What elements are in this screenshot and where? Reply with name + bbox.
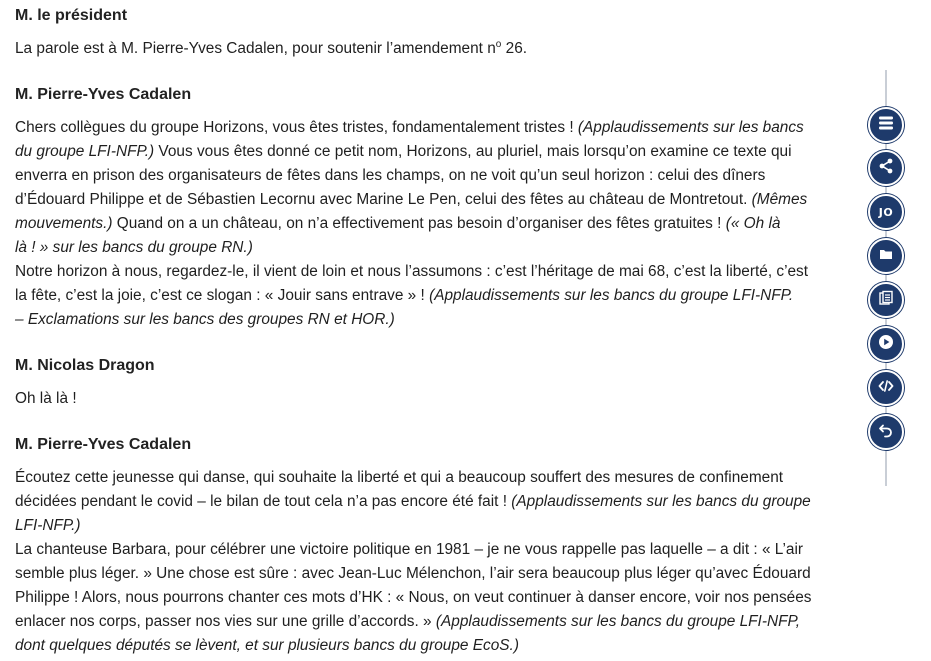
speech-line bbox=[15, 634, 830, 658]
speech-line bbox=[15, 236, 830, 260]
speech-line bbox=[15, 37, 830, 61]
speech-text: enlacer nos corps, passer nos vies sur une grille d’accords. » bbox=[15, 613, 436, 630]
document-button[interactable] bbox=[868, 282, 904, 318]
stage-direction: (Applaudissements sur les bancs du groupe LFI-NFP. bbox=[429, 287, 794, 304]
speech-line bbox=[15, 490, 830, 514]
folder-button[interactable] bbox=[868, 238, 904, 274]
undo-button[interactable] bbox=[868, 414, 904, 450]
speaker-name: M. le président bbox=[15, 7, 128, 24]
speech-text: Chers collègues du groupe Horizons, vous êtes tristes, fondamentalement tristes ! bbox=[15, 119, 578, 136]
undo-icon bbox=[877, 421, 895, 444]
stage-direction: du groupe LFI-NFP.) bbox=[15, 143, 155, 160]
spacer bbox=[15, 28, 830, 37]
transcript bbox=[15, 0, 830, 658]
jo-button[interactable] bbox=[868, 194, 904, 230]
spacer bbox=[15, 411, 830, 430]
share-icon bbox=[877, 157, 895, 180]
spacer bbox=[15, 332, 830, 351]
speech-line bbox=[15, 284, 830, 308]
speech-line bbox=[15, 466, 830, 490]
stage-direction: (« Oh là bbox=[725, 215, 781, 232]
menu-icon bbox=[877, 114, 895, 137]
stage-direction: là ! » sur les bancs du groupe RN.) bbox=[15, 239, 253, 256]
spacer bbox=[15, 61, 830, 80]
speech-text: d’Édouard Philippe et de Sébastien Lecornu avec Marine Le Pen, celui des fêtes au château de Montretout. bbox=[15, 191, 752, 208]
speech-line bbox=[15, 387, 830, 411]
folder-icon bbox=[877, 245, 895, 268]
speech-text: enverra en prison des organisateurs de fêtes dans les champs, on ne voit qu’un seul horizon : celui des dîners bbox=[15, 167, 766, 184]
document-icon bbox=[877, 289, 895, 312]
jo-label: JO bbox=[878, 205, 894, 219]
speech-line bbox=[15, 586, 830, 610]
speech-line bbox=[15, 610, 830, 634]
spacer bbox=[15, 0, 830, 1]
spacer bbox=[15, 107, 830, 116]
stage-direction: mouvements.) bbox=[15, 215, 113, 232]
play-button[interactable] bbox=[868, 326, 904, 362]
speech-line bbox=[15, 164, 830, 188]
code-icon bbox=[877, 377, 895, 400]
play-icon bbox=[877, 333, 895, 356]
speech-line bbox=[15, 116, 830, 140]
speech-line bbox=[15, 514, 830, 538]
stage-direction: LFI-NFP.) bbox=[15, 517, 81, 534]
stage-direction: – Exclamations sur les bancs des groupes RN et HOR.) bbox=[15, 311, 395, 328]
speaker-name: M. Pierre-Yves Cadalen bbox=[15, 86, 192, 103]
speech-line bbox=[15, 212, 830, 236]
speaker-name: M. Nicolas Dragon bbox=[15, 357, 155, 374]
share-button[interactable] bbox=[868, 150, 904, 186]
speech-text: La parole est à M. Pierre-Yves Cadalen, pour soutenir l’amendement n bbox=[15, 40, 496, 57]
stage-direction: dont quelques députés se lèvent, et sur plusieurs bancs du groupe EcoS.) bbox=[15, 637, 519, 654]
speech-text: Écoutez cette jeunesse qui danse, qui souhaite la liberté et qui a beaucoup souffert des mesures de confinement bbox=[15, 469, 784, 486]
speech-text: décidées pendant le covid – le bilan de tout cela n’a pas encore été fait ! bbox=[15, 493, 512, 510]
speech-line bbox=[15, 308, 830, 332]
speech-line bbox=[15, 260, 830, 284]
menu-button[interactable] bbox=[868, 107, 904, 143]
speech-text: Notre horizon à nous, regardez-le, il vient de loin et nous l’assumons : c’est l’héritage de mai 68, c’est la liberté, c’est bbox=[15, 263, 809, 280]
speech-line bbox=[15, 538, 830, 562]
stage-direction: (Mêmes bbox=[751, 191, 808, 208]
speech-text: Philippe ! Alors, nous pourrons chanter ces mots d’HK : « Nous, on veut continuer à danser encore, voir nos pensées bbox=[15, 589, 812, 606]
speech-text: 26. bbox=[501, 40, 528, 57]
stage-direction: (Applaudissements sur les bancs du groupe LFI-NFP, bbox=[435, 613, 801, 630]
spacer bbox=[15, 378, 830, 387]
code-button[interactable] bbox=[868, 370, 904, 406]
speech-text: Quand on a un château, on n’a effectivement pas besoin d’organiser des fêtes gratuites ! bbox=[112, 215, 726, 232]
stage-direction: (Applaudissements sur les bancs du groupe bbox=[511, 493, 811, 510]
speech-text: la fête, c’est la joie, c’est ce slogan : « Jouir sans entrave » ! bbox=[15, 287, 430, 304]
speech-text: La chanteuse Barbara, pour célébrer une victoire politique en 1981 – je ne vous rappelle pas laquelle – a dit : « L’air bbox=[15, 541, 804, 558]
speech-text: o bbox=[495, 38, 502, 50]
speech-line bbox=[15, 140, 830, 164]
speech-text: Vous vous êtes donné ce petit nom, Horizons, au pluriel, mais lorsqu’on examine ce texte qui bbox=[154, 143, 792, 160]
speech-line bbox=[15, 188, 830, 212]
spacer bbox=[15, 457, 830, 466]
speech-text: Oh là là ! bbox=[15, 390, 77, 407]
speaker-name: M. Pierre-Yves Cadalen bbox=[15, 436, 192, 453]
speech-text: semble plus léger. » Une chose est sûre : avec Jean-Luc Mélenchon, l’air sera beaucoup plus léger qu’avec Édouard bbox=[15, 565, 811, 582]
speech-line bbox=[15, 562, 830, 586]
stage-direction: (Applaudissements sur les bancs bbox=[577, 119, 804, 136]
